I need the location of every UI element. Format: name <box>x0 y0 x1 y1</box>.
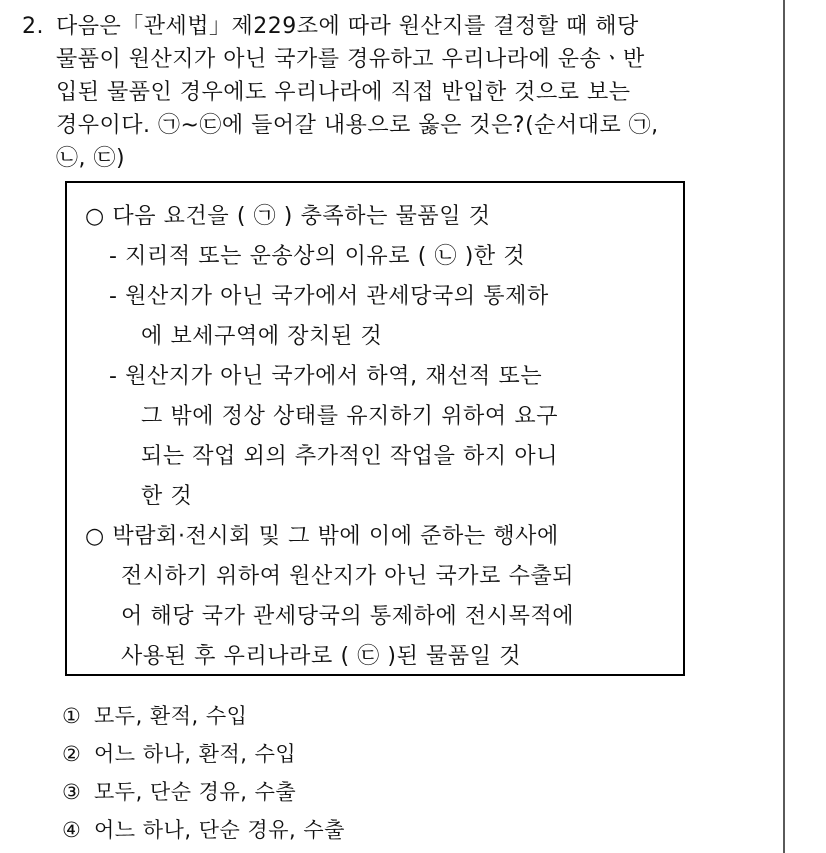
question-line: ㉡, ㉢) <box>56 146 126 171</box>
box-continuation: 에 보세구역에 장치된 것 <box>141 324 383 349</box>
option-2[interactable] <box>62 735 345 773</box>
question-line: 입된 물품인 경우에도 우리나라에 직접 반입한 것으로 보는 <box>56 80 631 105</box>
option-number: ② <box>62 742 82 766</box>
provision-box <box>65 181 685 676</box>
box-bullet-item: ○ 다음 요건을 ( ㉠ ) 충족하는 물품일 것 <box>85 204 491 229</box>
question-line: 경우이다. ㉠~㉢에 들어갈 내용으로 옳은 것은?(순서대로 ㉠, <box>56 113 659 138</box>
question-text: 다음은「관세법」제229조에 따라 원산지를 결정할 때 해당 <box>56 14 639 39</box>
option-4[interactable] <box>62 811 345 849</box>
box-continuation: 그 밖에 정상 상태를 유지하기 위하여 요구 <box>141 404 559 429</box>
option-1[interactable] <box>62 697 345 735</box>
box-continuation: 한 것 <box>141 484 193 509</box>
question-number: 2. <box>22 14 44 39</box>
box-continuation: 어 해당 국가 관세당국의 통제하에 전시목적에 <box>121 604 575 629</box>
answer-options <box>62 697 345 849</box>
box-continuation: 사용된 후 우리나라로 ( ㉢ )된 물품일 것 <box>121 644 522 669</box>
option-text: 모두, 환적, 수입 <box>94 704 248 728</box>
question-line <box>22 10 762 43</box>
option-text: 어느 하나, 단순 경유, 수출 <box>94 818 345 842</box>
option-text: 모두, 단순 경유, 수출 <box>94 780 297 804</box>
question-line: 물품이 원산지가 아닌 국가를 경유하고 우리나라에 운송ㆍ반 <box>56 47 645 72</box>
option-number: ① <box>62 704 82 728</box>
question-stem <box>22 10 762 175</box>
box-continuation: 전시하기 위하여 원산지가 아닌 국가로 수출되 <box>121 564 575 589</box>
box-continuation: 되는 작업 외의 추가적인 작업을 하지 아니 <box>141 444 559 469</box>
option-number: ④ <box>62 818 82 842</box>
option-number: ③ <box>62 780 82 804</box>
box-bullet-item: ○ 박람회·전시회 및 그 밖에 이에 준하는 행사에 <box>85 524 559 549</box>
box-dash-item: - 원산지가 아닌 국가에서 하역, 재선적 또는 <box>109 364 543 389</box>
option-3[interactable] <box>62 773 345 811</box>
page-column-divider <box>783 0 785 853</box>
option-text: 어느 하나, 환적, 수입 <box>94 742 297 766</box>
box-dash-item: - 지리적 또는 운송상의 이유로 ( ㉡ )한 것 <box>109 244 526 269</box>
box-dash-item: - 원산지가 아닌 국가에서 관세당국의 통제하 <box>109 284 549 309</box>
